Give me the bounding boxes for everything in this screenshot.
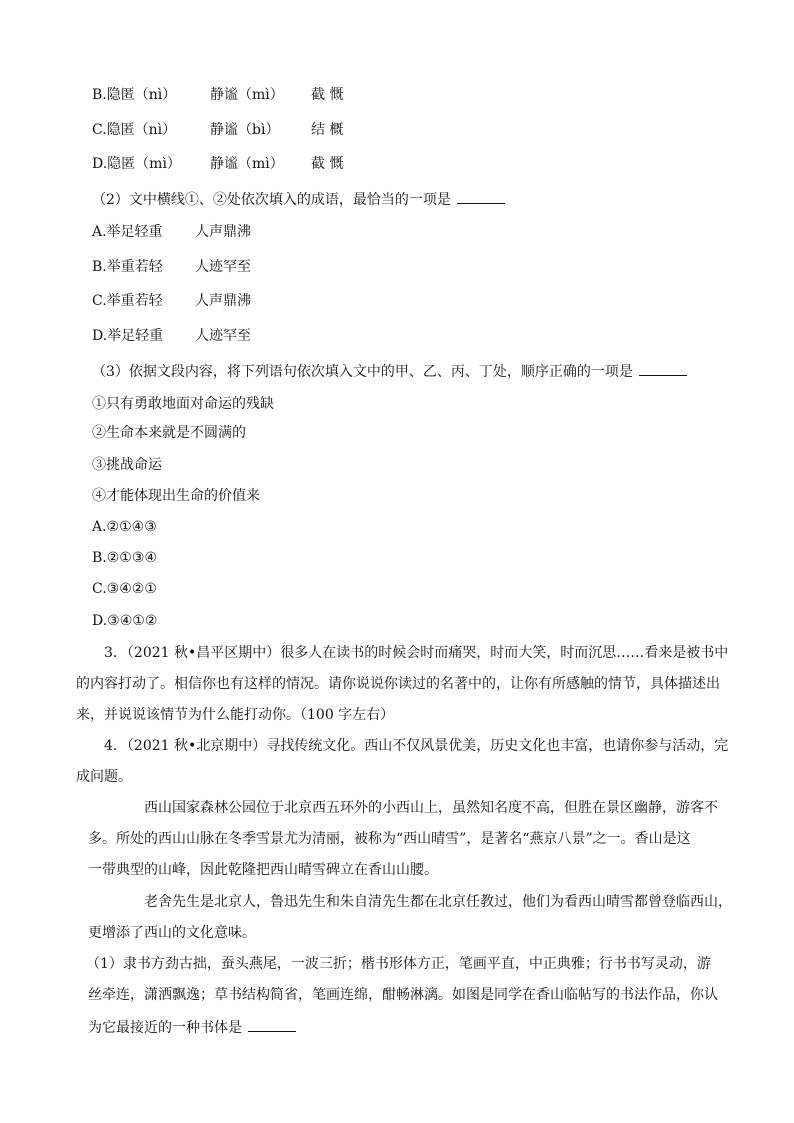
option-text: B.举重若轻	[92, 259, 163, 275]
option-text: C.举重若轻	[92, 293, 163, 309]
question-text: 为它最接近的一种书体是	[88, 1020, 242, 1036]
option-text: 结 概	[311, 122, 344, 138]
option-text: 静谧（mì）	[210, 87, 284, 103]
q1-option-d	[92, 155, 343, 173]
option-text: 人迹罕至	[195, 328, 251, 344]
passage-1-line-2: 多。所处的西山山脉在冬季雪景尤为清丽，被称为“西山晴雪”，是著名“燕京八景”之一。香山是这	[88, 831, 691, 847]
option-text: D.隐匿（mì）	[92, 156, 181, 172]
answer-blank[interactable]	[248, 1017, 296, 1032]
option-text: 静谧（mì）	[210, 156, 284, 172]
q3-option-a: A.②①④③	[92, 519, 157, 535]
q3-sentence-3: ③挑战命运	[92, 457, 162, 473]
option-text: C.隐匿（nì）	[92, 122, 177, 138]
option-text: B.隐匿（nì）	[92, 87, 177, 103]
question-3-line-3: 来，并说说该情节为什么能打动你。（100 字左右）	[76, 707, 395, 723]
q3-sentence-1: ①只有勇敢地面对命运的残缺	[92, 396, 274, 412]
q2-option-b	[92, 258, 251, 276]
q2-option-a	[92, 223, 251, 241]
option-text: 人迹罕至	[195, 259, 251, 275]
sub-question-1-line-2: 丝牵连，潇洒飘逸；草书结构简省，笔画连绵，酣畅淋漓。如图是同学在香山临帖写的书法作品，你认	[88, 987, 718, 1003]
q3-sentence-4: ④才能体现出生命的价值来	[92, 488, 260, 504]
option-text: A.举足轻重	[92, 224, 163, 240]
q2-option-d	[92, 327, 251, 345]
sub-question-1-line-1: （1）隶书方劲古拙，蚕头燕尾，一波三折；楷书形体方正，笔画平直，中正典雅；行书书写灵动，游	[86, 956, 711, 972]
question-text: （3）依据文段内容，将下列语句依次填入文中的甲、乙、丙、丁处，顺序正确的一项是	[92, 364, 633, 380]
q1-option-b	[92, 86, 343, 104]
passage-1-line-3: 一带典型的山峰，因此乾隆把西山晴雪碑立在香山山腰。	[88, 862, 438, 878]
q3-sentence-2: ②生命本来就是不圆满的	[92, 425, 246, 441]
passage-1-line-1: 西山国家森林公园位于北京西五环外的小西山上，虽然知名度不高，但胜在景区幽静，游客不	[144, 800, 718, 816]
option-text: 静谧（bì）	[210, 122, 280, 138]
answer-blank[interactable]	[639, 361, 687, 376]
question-3-line-1: 3．（2021 秋•昌平区期中）很多人在读书的时候会时而痛哭，时而大笑，时而沉思……看来是被书中	[104, 645, 729, 661]
passage-2-line-2: 更增添了西山的文化意味。	[88, 925, 256, 941]
q2-stem	[92, 189, 505, 209]
option-text: 人声鼎沸	[195, 293, 251, 309]
option-text: 截 慨	[311, 156, 344, 172]
option-text: 截 慨	[311, 87, 344, 103]
option-text: D.举足轻重	[92, 328, 164, 344]
q2-option-c	[92, 292, 251, 310]
question-3-line-2: 的内容打动了。相信你也有这样的情况。请你说说你读过的名著中的，让你有所感触的情节，具体描述出	[76, 676, 720, 692]
answer-blank[interactable]	[457, 189, 505, 204]
passage-2-line-1: 老舍先生是北京人，鲁迅先生和朱自清先生都在北京任教过，他们为看西山晴雪都曾登临西山，	[144, 894, 732, 910]
q3-option-c: C.③④②①	[92, 581, 157, 597]
q1-option-c	[92, 121, 343, 139]
q3-option-b: B.②①③④	[92, 550, 157, 566]
question-4-line-1: 4．（2021 秋•北京期中）寻找传统文化。西山不仅风景优美，历史文化也丰富，也请你参与活动，完	[104, 738, 729, 754]
question-text: （2）文中横线①、②处依次填入的成语，最恰当的一项是	[92, 192, 451, 208]
question-4-line-2: 成问题。	[76, 769, 132, 785]
q3-stem	[92, 361, 687, 381]
sub-question-1-line-3	[88, 1017, 296, 1037]
q3-option-d: D.③④①②	[92, 613, 158, 629]
option-text: 人声鼎沸	[195, 224, 251, 240]
